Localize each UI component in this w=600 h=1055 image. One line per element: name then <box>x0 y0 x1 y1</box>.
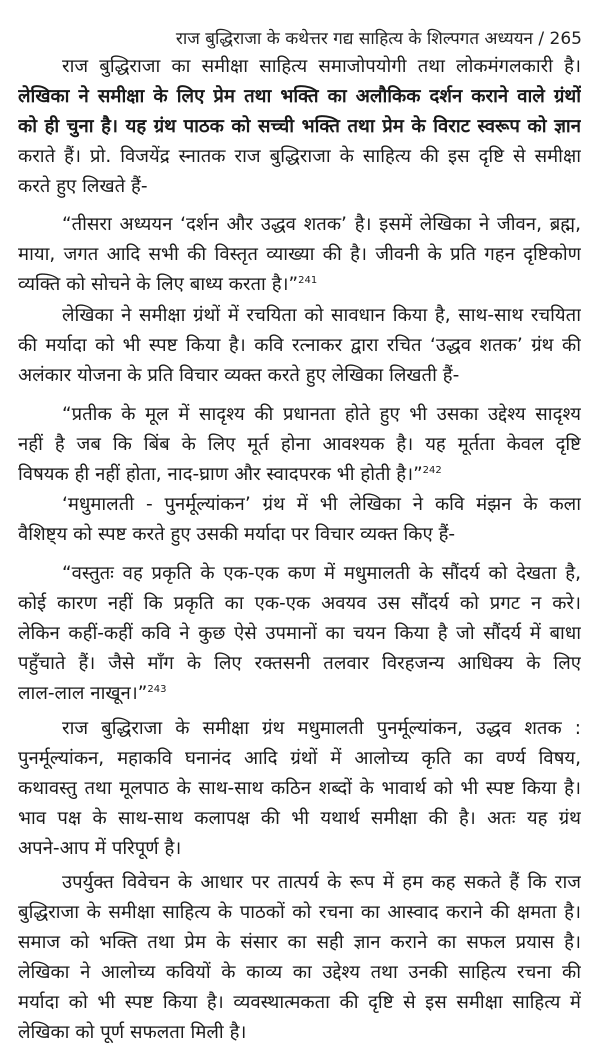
line-text: की मर्यादा को भी स्पष्ट किया है। कवि रत्नाकर द्वारा रचित ‘उद्धव शतक’ ग्रंथ की <box>18 335 581 356</box>
text-line <box>18 460 581 490</box>
text-line <box>18 988 581 1018</box>
line-text: कराते हैं। प्रो. विजयेंद्र स्नातक राज बुद्धिराजा के साहित्य की इस दृष्टि से समीक्षा <box>18 146 581 167</box>
footnote-reference: 243 <box>147 684 167 695</box>
line-text: “तीसरा अध्ययन ‘दर्शन और उद्धव शतक’ है। इसमें लेखिका ने जीवन, ब्रह्म, <box>62 214 581 235</box>
line-text: “वस्तुतः वह प्रकृति के एक-एक कण में मधुमालती के सौंदर्य को देखता है, <box>62 563 581 584</box>
text-line <box>18 331 581 361</box>
text-line <box>18 520 581 550</box>
block-quote <box>18 559 581 709</box>
text-line <box>18 240 581 270</box>
line-text: वैशिष्ट्य को स्पष्ट करते हुए उसकी मर्यादा पर विचार व्यक्त किए हैं- <box>18 524 456 545</box>
footnote-reference: 242 <box>422 465 442 476</box>
line-text: कोई कारण नहीं कि प्रकृति का एक-एक अवयव उस सौंदर्य को प्रगट न करे। <box>18 593 581 614</box>
footnote-reference: 241 <box>298 275 318 286</box>
line-text: राज बुद्धिराजा का समीक्षा साहित्य समाजोपयोगी तथा लोकमंगलकारी है। <box>62 56 581 77</box>
text-line <box>18 361 581 391</box>
text-line <box>18 774 581 804</box>
text-line <box>18 958 581 988</box>
line-text: ‘मधुमालती - पुनर्मूल्यांकन’ ग्रंथ में भी लेखिका ने कवि मंझन के कला <box>62 494 581 515</box>
paragraph <box>18 868 581 1048</box>
line-text: लेखिका ने आलोच्य कवियों के काव्य का उद्देश्य तथा उनकी साहित्य रचना की <box>18 962 581 983</box>
text-line <box>18 82 581 112</box>
line-text: अलंकार योजना के प्रति विचार व्यक्त करते हुए लेखिका लिखती हैं- <box>18 365 460 386</box>
line-text: करते हुए लिखते हैं- <box>18 176 148 197</box>
line-text: उपर्युक्त विवेचन के आधार पर तात्पर्य के रूप में हम कह सकते हैं कि राज <box>62 872 581 893</box>
header-separator: / <box>538 29 545 49</box>
paragraph <box>18 52 581 202</box>
text-line <box>18 649 581 679</box>
text-line <box>18 679 581 709</box>
text-line <box>18 744 581 774</box>
running-title: राज बुद्धिराजा के कथेत्तर गद्य साहित्य के शिल्पगत अध्ययन <box>175 29 533 49</box>
text-line <box>18 270 581 300</box>
line-text: लेखिका ने समीक्षा के लिए प्रेम तथा भक्ति का अलौकिक दर्शन कराने वाले ग्रंथों <box>18 86 581 107</box>
text-line <box>18 928 581 958</box>
page-number: 265 <box>549 29 582 49</box>
text-line <box>18 301 581 331</box>
line-text: पहुँचाते हैं। जैसे माँग के लिए रक्तसनी तलवार विरहजन्य आधिक्य के लिए <box>18 653 581 674</box>
text-line <box>18 210 581 240</box>
text-line <box>18 619 581 649</box>
paragraph <box>18 301 581 391</box>
line-text: मर्यादा को भी स्पष्ट किया है। व्यवस्थात्मकता की दृष्टि से इस समीक्षा साहित्य में <box>18 992 581 1013</box>
line-text: बुद्धिराजा के समीक्षा साहित्य के पाठकों को रचना का आस्वाद कराने की क्षमता है। <box>18 902 581 923</box>
line-text: विषयक ही नहीं होता, नाद-घ्राण और स्वादपरक भी होती है।” <box>18 464 423 485</box>
text-line <box>18 589 581 619</box>
line-text: अपने-आप में परिपूर्ण है। <box>18 838 182 859</box>
text-line <box>18 172 581 202</box>
line-text: माया, जगत आदि सभी की विस्तृत व्याख्या की है। जीवनी के प्रति गहन दृष्टिकोण <box>18 244 581 265</box>
text-line <box>18 400 581 430</box>
line-text: नहीं है जब कि बिंब के लिए मूर्त होना आवश्यक है। यह मूर्तता केवल दृष्टि <box>18 434 581 455</box>
line-text: को ही चुना है। यह ग्रंथ पाठक को सच्ची भक्ति तथा प्रेम के विराट स्वरूप को ज्ञान <box>18 116 581 137</box>
line-text: राज बुद्धिराजा के समीक्षा ग्रंथ मधुमालती पुनर्मूल्यांकन, उद्धव शतक : <box>62 718 581 739</box>
line-text: लाल-लाल नाखून।” <box>18 683 148 704</box>
text-line <box>18 559 581 589</box>
text-line <box>18 430 581 460</box>
block-quote <box>18 400 581 490</box>
line-text: समाज को भक्ति तथा प्रेम के संसार का सही ज्ञान कराने का सफल प्रयास है। <box>18 932 581 953</box>
running-header <box>176 26 582 52</box>
block-quote <box>18 210 581 300</box>
text-line <box>18 112 581 142</box>
line-text: कथावस्तु तथा मूलपाठ के साथ-साथ कठिन शब्दों के भावार्थ को भी स्पष्ट किया है। <box>18 778 581 799</box>
line-text: लेखिका ने समीक्षा ग्रंथों में रचयिता को सावधान किया है, साथ-साथ रचयिता <box>62 305 581 326</box>
line-text: पुनर्मूल्यांकन, महाकवि घनानंद आदि ग्रंथों में आलोच्य कृति का वर्ण्य विषय, <box>18 748 581 769</box>
line-text: लेखिका को पूर्ण सफलता मिली है। <box>18 1022 247 1043</box>
text-line <box>18 142 581 172</box>
text-line <box>18 898 581 928</box>
text-line <box>18 834 581 864</box>
paragraph <box>18 714 581 864</box>
line-text: “प्रतीक के मूल में सादृश्य की प्रधानता होते हुए भी उसका उद्देश्य सादृश्य <box>62 404 581 425</box>
line-text: व्यक्ति को सोचने के लिए बाध्य करता है।” <box>18 274 299 295</box>
text-line <box>18 714 581 744</box>
line-text: भाव पक्ष के साथ-साथ कलापक्ष की भी यथार्थ समीक्षा की है। अतः यह ग्रंथ <box>18 808 581 829</box>
text-line <box>18 490 581 520</box>
text-line <box>18 1018 581 1048</box>
text-line <box>18 804 581 834</box>
line-text: लेकिन कहीं-कहीं कवि ने कुछ ऐसे उपमानों का चयन किया है जो सौंदर्य में बाधा <box>18 623 581 644</box>
paragraph <box>18 490 581 550</box>
text-line <box>18 868 581 898</box>
text-line <box>18 52 581 82</box>
